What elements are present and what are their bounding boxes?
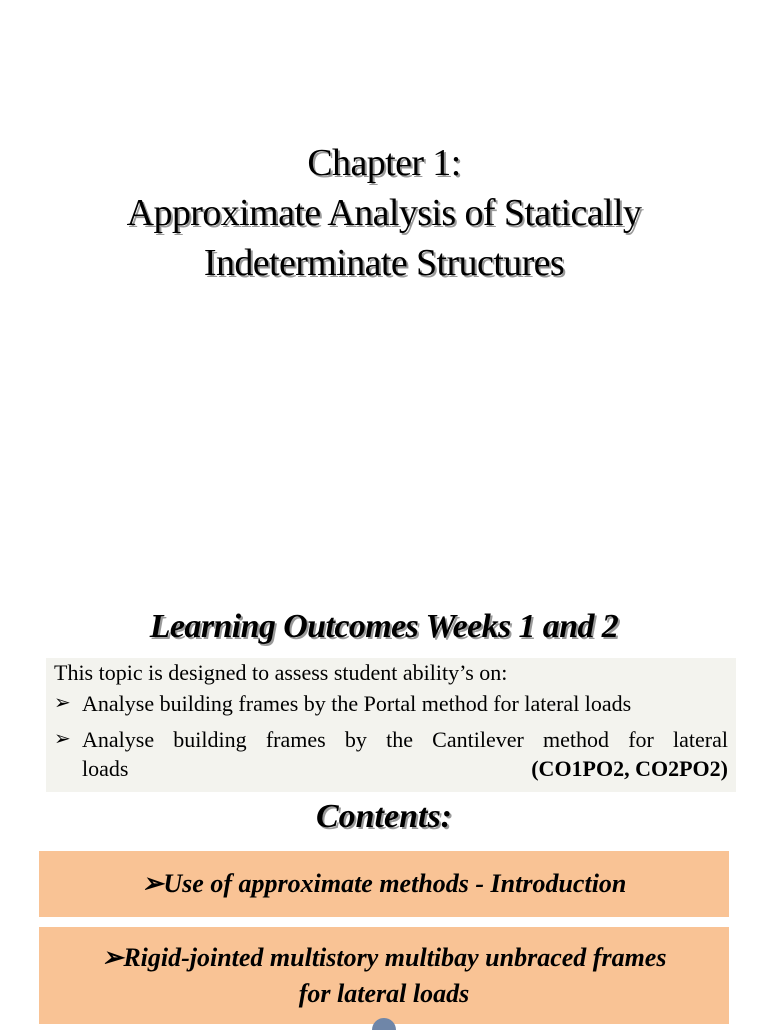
outcome-codes: (CO1PO2, CO2PO2) [531,756,728,781]
chapter-title [0,138,768,288]
contents-item-text: Use of approximate methods - Introduction [163,869,627,898]
contents-item [39,851,729,917]
contents-heading: Contents: [315,798,453,835]
learning-outcome-text: Analyse building frames by the Cantilever method for lateral [82,727,728,752]
learning-outcomes-heading: Learning Outcomes Weeks 1 and 2 [149,608,619,645]
contents-item-text-continued: for lateral loads [298,979,470,1008]
learning-outcomes-intro: This topic is designed to assess student ability’s on: [54,660,508,685]
learning-outcome-item [54,689,728,718]
learning-outcome-last-line [82,754,728,783]
learning-outcome-continuation: loads [82,756,129,781]
chapter-title-line-2: Approximate Analysis of Statically [126,192,642,234]
arrow-bullet-icon: ➢ [54,692,71,714]
learning-outcomes-box [46,658,736,792]
arrow-bullet-icon: ➢ [141,869,164,898]
chapter-title-line-3: Indeterminate Structures [203,242,565,284]
chapter-title-line-1: Chapter 1: [307,142,461,184]
arrow-bullet-icon: ➢ [54,728,71,750]
arrow-bullet-icon: ➢ [101,943,124,972]
learning-outcome-text: Analyse building frames by the Portal method for lateral loads [82,691,632,716]
contents-item [39,927,729,1024]
contents-item-text: Rigid-jointed multistory multibay unbraced frames [123,943,667,972]
learning-outcome-item [54,725,728,783]
